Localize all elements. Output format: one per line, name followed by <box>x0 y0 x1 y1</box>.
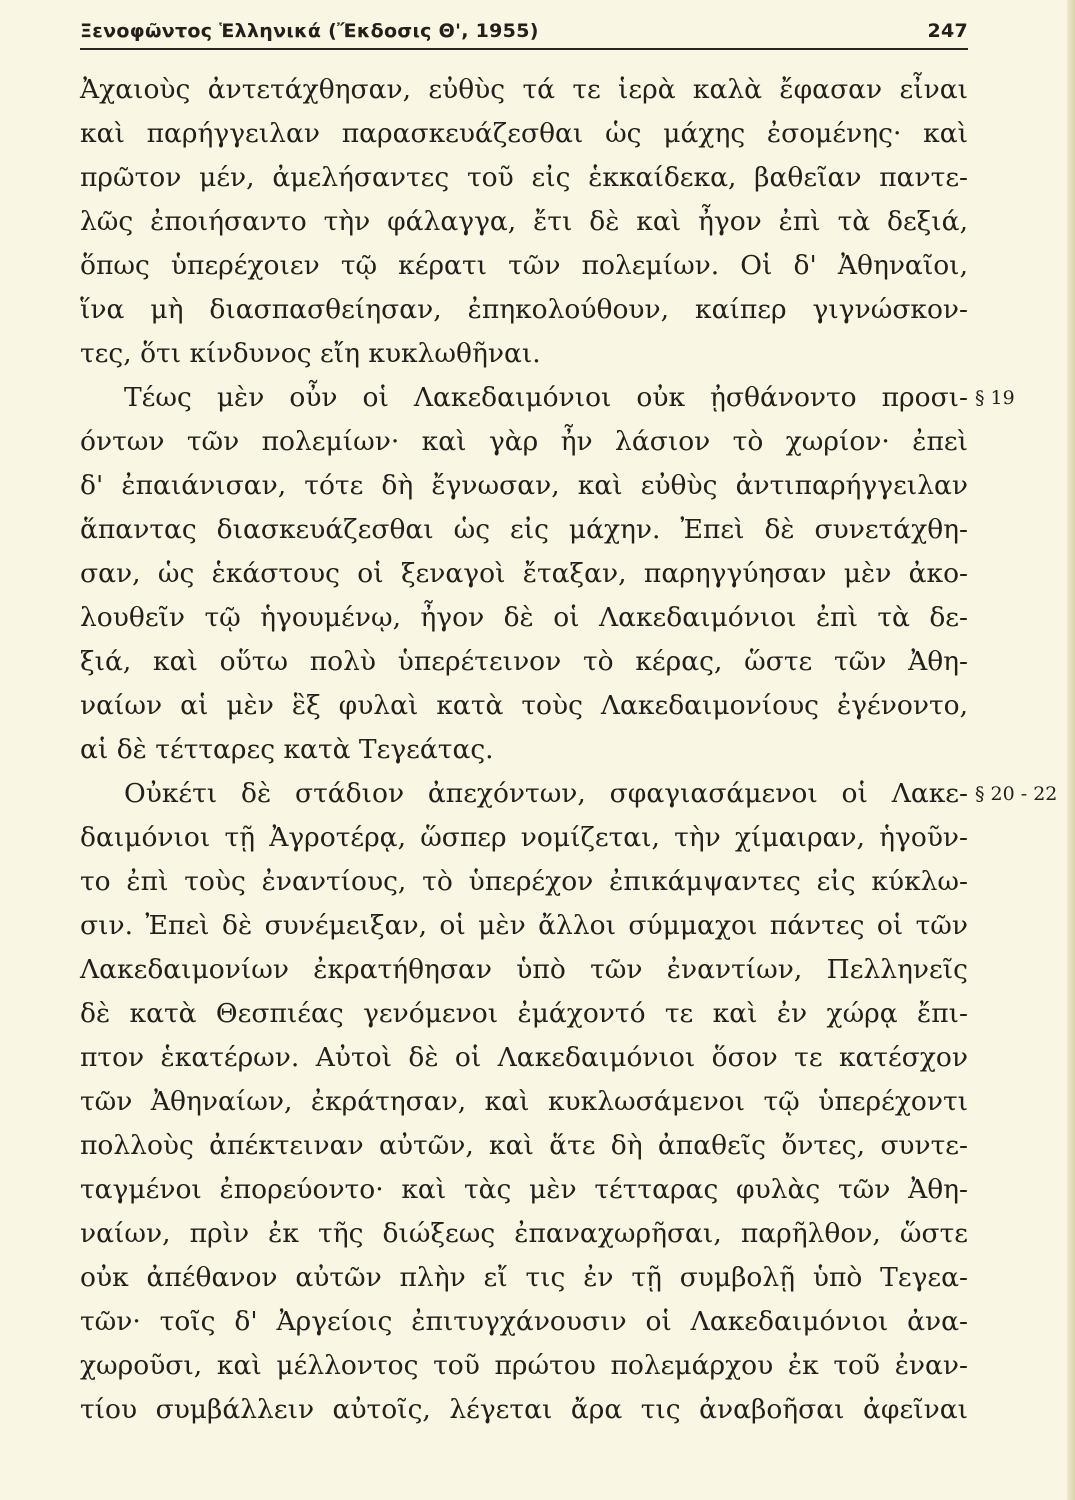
section-marker: § 19 <box>975 387 1015 409</box>
text-line: Λακεδαιμονίων ἐκρατήθησαν ὑπὸ τῶν ἐναντίων, Πελληνεῖς <box>80 954 968 985</box>
header-rule <box>80 48 968 50</box>
text-line: ὅπως ὑπερέχοιεν τῷ κέρατι τῶν πολεμίων. Οἱ δ' Ἀθηναῖοι, <box>80 250 968 281</box>
section-marker: § 20 - 22 <box>975 783 1058 805</box>
text-line: ἵνα μὴ διασπασθείησαν, ἐπηκολούθουν, καίπερ γιγνώσκον- <box>80 294 968 325</box>
running-title: Ξενοφῶντος Ἑλληνικά (Ἔκδοσις Θ', 1955) <box>80 20 539 42</box>
paragraph-start-line: Οὐκέτι δὲ στάδιον ἀπεχόντων, σφαγιασάμενοι οἱ Λακε- <box>124 778 968 809</box>
text-line: ναίων, πρὶν ἐκ τῆς διώξεως ἐπαναχωρῆσαι, παρῆλθον, ὥστε <box>80 1218 968 1249</box>
text-line: λουθεῖν τῷ ἡγουμένῳ, ἦγον δὲ οἱ Λακεδαιμόνιοι ἐπὶ τὰ δε- <box>80 602 968 633</box>
text-line: όντων τῶν πολεμίων· καὶ γὰρ ἦν λάσιον τὸ χωρίον· ἐπεὶ <box>80 426 968 457</box>
text-line: δαιμόνιοι τῇ Ἀγροτέρᾳ, ὥσπερ νομίζεται, τὴν χίμαιραν, ἡγοῦν- <box>80 822 968 853</box>
text-line: τῶν Ἀθηναίων, ἐκράτησαν, καὶ κυκλωσάμενοι τῷ ὑπερέχοντι <box>80 1086 968 1117</box>
text-line: οὐκ ἀπέθανον αὐτῶν πλὴν εἴ τις ἐν τῇ συμβολῇ ὑπὸ Τεγεα- <box>80 1262 968 1293</box>
text-line: τες, ὅτι κίνδυνος εἴη κυκλωθῆναι. <box>80 338 541 369</box>
text-line: το ἐπὶ τοὺς ἐναντίους, τὸ ὑπερέχον ἐπικάμψαντες εἰς κύκλω- <box>80 866 968 897</box>
text-line: ναίων αἱ μὲν ἓξ φυλαὶ κατὰ τοὺς Λακεδαιμονίους ἐγένοντο, <box>80 690 968 721</box>
text-line: λῶς ἐποιήσαντο τὴν φάλαγγα, ἔτι δὲ καὶ ἦγον ἐπὶ τὰ δεξιά, <box>80 206 968 237</box>
page-number: 247 <box>927 20 968 42</box>
text-line: πτον ἑκατέρων. Αὐτοὶ δὲ οἱ Λακεδαιμόνιοι ὅσον τε κατέσχον <box>80 1042 968 1073</box>
text-line: τῶν· τοῖς δ' Ἀργείοις ἐπιτυγχάνουσιν οἱ Λακεδαιμόνιοι ἀνα- <box>80 1306 968 1337</box>
text-line: πολλοὺς ἀπέκτειναν αὐτῶν, καὶ ἅτε δὴ ἀπαθεῖς ὄντες, συντε- <box>80 1130 968 1161</box>
text-line: σιν. Ἐπεὶ δὲ συνέμειξαν, οἱ μὲν ἄλλοι σύμμαχοι πάντες οἱ τῶν <box>80 910 968 941</box>
text-line: σαν, ὡς ἑκάστους οἱ ξεναγοὶ ἔταξαν, παρηγγύησαν μὲν ἀκο- <box>80 558 968 589</box>
text-line: δ' ἐπαιάνισαν, τότε δὴ ἔγνωσαν, καὶ εὐθὺς ἀντιπαρήγγειλαν <box>80 470 968 501</box>
text-line: τίου συμβάλλειν αὐτοῖς, λέγεται ἄρα τις ἀναβοῆσαι ἀφεῖναι <box>80 1394 968 1425</box>
text-line: Ἀχαιοὺς ἀντετάχθησαν, εὐθὺς τά τε ἱερὰ καλὰ ἔφασαν εἶναι <box>80 74 968 105</box>
text-line: χωροῦσι, καὶ μέλλοντος τοῦ πρώτου πολεμάρχου ἐκ τοῦ ἐναν- <box>80 1350 968 1381</box>
text-line: αἱ δὲ τέτταρες κατὰ Τεγεάτας. <box>80 734 494 765</box>
text-line: ξιά, καὶ οὕτω πολὺ ὑπερέτεινον τὸ κέρας, ὥστε τῶν Ἀθη- <box>80 646 968 677</box>
text-line: ἅπαντας διασκευάζεσθαι ὡς εἰς μάχην. Ἐπεὶ δὲ συνετάχθη- <box>80 514 968 545</box>
text-line: πρῶτον μέν, ἀμελήσαντες τοῦ εἰς ἑκκαίδεκα, βαθεῖαν παντε- <box>80 162 968 193</box>
text-line: δὲ κατὰ Θεσπιέας γενόμενοι ἐμάχοντό τε καὶ ἐν χώρᾳ ἔπι- <box>80 998 968 1029</box>
paragraph-start-line: Τέως μὲν οὖν οἱ Λακεδαιμόνιοι οὐκ ᾐσθάνοντο προσι- <box>124 382 968 413</box>
text-line: καὶ παρήγγειλαν παρασκευάζεσθαι ὡς μάχης ἐσομένης· καὶ <box>80 118 968 149</box>
text-line: ταγμένοι ἐπορεύοντο· καὶ τὰς μὲν τέτταρας φυλὰς τῶν Ἀθη- <box>80 1174 968 1205</box>
page-edge <box>1067 0 1075 1500</box>
running-header <box>80 18 968 52</box>
